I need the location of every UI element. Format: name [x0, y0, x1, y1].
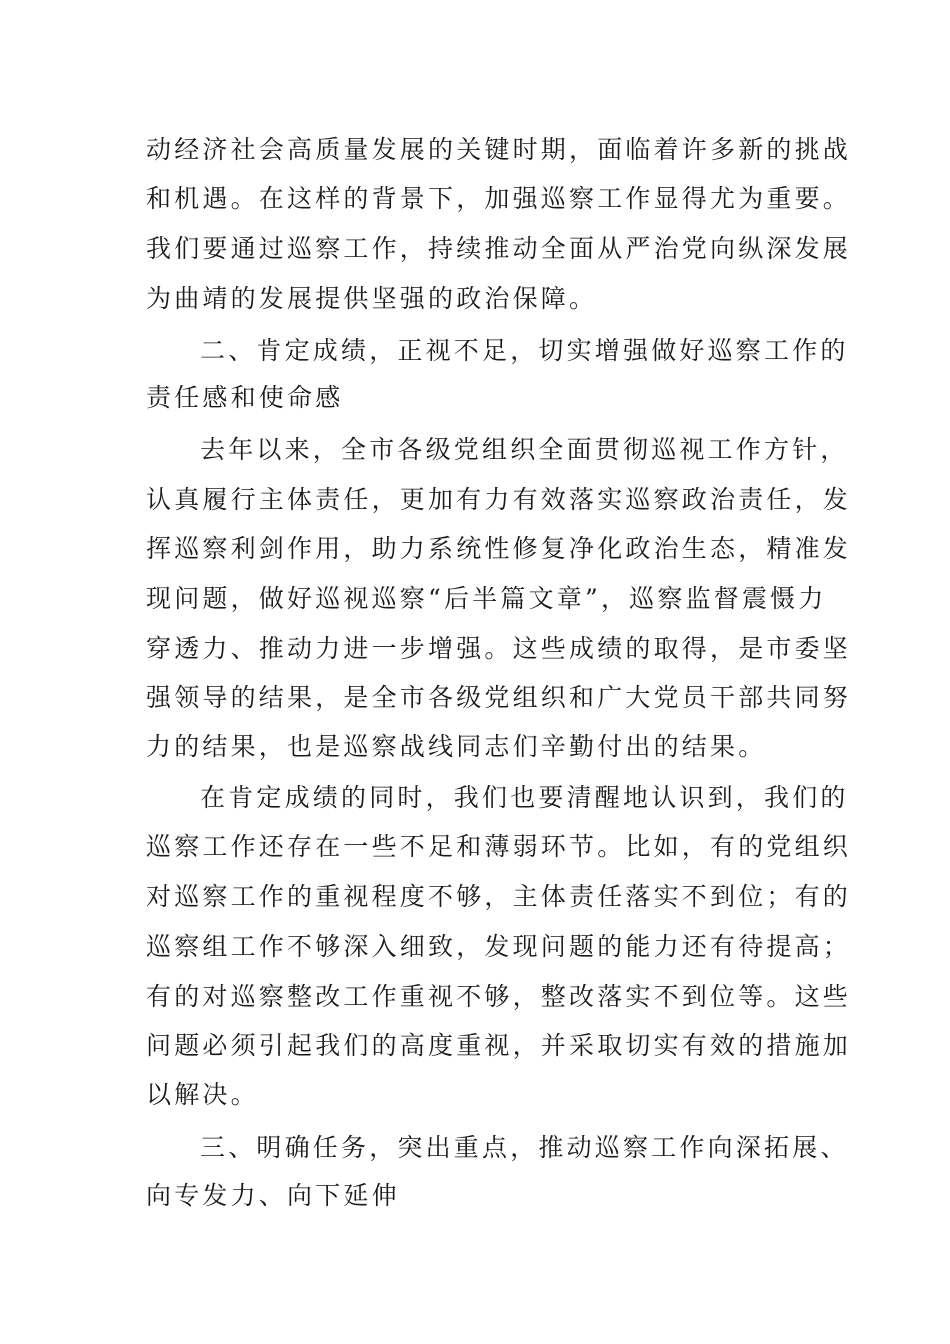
- text-line: 强领导的结果，是全市各级党组织和广大党员干部共同努: [146, 683, 852, 712]
- text-line: 巡察工作还存在一些不足和薄弱环节。比如，有的党组织: [146, 832, 852, 861]
- text-line: 以解决。: [146, 1080, 259, 1109]
- section-heading-3-continued: 向专发力、向下延伸: [146, 1181, 400, 1210]
- text-line: 对巡察工作的重视程度不够，主体责任落实不到位；有的: [146, 882, 852, 911]
- text-line: 问题必须引起我们的高度重视，并采取切实有效的措施加: [146, 1031, 852, 1060]
- text-line: 现问题，做好巡视巡察“后半篇文章”，巡察监督震慑力: [146, 584, 827, 613]
- text-line: 和机遇。在这样的背景下，加强巡察工作显得尤为重要。: [146, 184, 852, 213]
- text-line: 去年以来，全市各级党组织全面贯彻巡视工作方针，: [200, 435, 849, 464]
- text-line: 巡察组工作不够深入细致，发现问题的能力还有待提高；: [146, 932, 852, 961]
- section-heading-2: 二、肯定成绩，正视不足，切实增强做好巡察工作的: [200, 336, 849, 365]
- text-line: 为曲靖的发展提供坚强的政治保障。: [146, 284, 598, 313]
- text-line: 力的结果，也是巡察战线同志们辛勤付出的结果。: [146, 732, 767, 761]
- section-heading-3: 三、明确任务，突出重点，推动巡察工作向深拓展、: [200, 1133, 849, 1162]
- section-heading-2-continued: 责任感和使命感: [146, 383, 344, 412]
- text-line: 我们要通过巡察工作，持续推动全面从严治党向纵深发展: [146, 234, 852, 263]
- text-line: 在肯定成绩的同时，我们也要清醒地认识到，我们的: [200, 783, 849, 812]
- text-line: 有的对巡察整改工作重视不够，整改落实不到位等。这些: [146, 982, 852, 1011]
- text-line: 挥巡察利剑作用，助力系统性修复净化政治生态，精准发: [146, 534, 852, 563]
- text-line: 认真履行主体责任，更加有力有效落实巡察政治责任，发: [146, 485, 852, 514]
- text-line: 穿透力、推动力进一步增强。这些成绩的取得，是市委坚: [146, 634, 852, 663]
- text-line: 动经济社会高质量发展的关键时期，面临着许多新的挑战: [146, 135, 852, 164]
